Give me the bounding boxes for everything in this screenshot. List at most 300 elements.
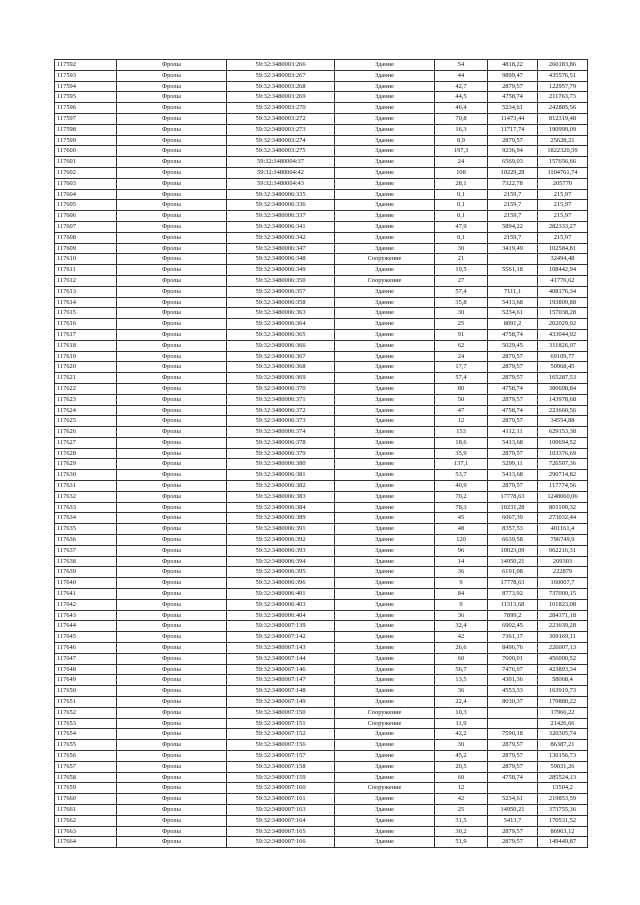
cadastral-number-cell: 59:32:3480006:394 — [227, 556, 335, 567]
locality-cell: Фролы — [117, 837, 227, 848]
row-number-cell: 117614 — [55, 297, 117, 308]
area-cell: 17,7 — [435, 362, 488, 373]
area-cell: 60 — [435, 653, 488, 664]
cadastral-value-cell: 226007,13 — [538, 643, 588, 654]
object-type-cell: Здание — [335, 697, 435, 708]
table-row — [55, 794, 588, 805]
locality-cell: Фролы — [117, 794, 227, 805]
cadastral-number-cell: 59:32:3480006:341 — [227, 221, 335, 232]
unit-value-cell: 7322,78 — [488, 178, 538, 189]
locality-cell: Фролы — [117, 308, 227, 319]
object-type-cell: Здание — [335, 286, 435, 297]
object-type-cell: Здание — [335, 189, 435, 200]
object-type-cell: Здание — [335, 394, 435, 405]
locality-cell: Фролы — [117, 427, 227, 438]
cadastral-number-cell: 59:32:3480006:373 — [227, 416, 335, 427]
cadastral-value-cell: 25628,21 — [538, 135, 588, 146]
cadastral-number-cell: 59:32:3480006:384 — [227, 502, 335, 513]
area-cell: 26,6 — [435, 643, 488, 654]
area-cell: 16,3 — [435, 124, 488, 135]
table-row — [55, 448, 588, 459]
area-cell: 9 — [435, 599, 488, 610]
area-cell: 25 — [435, 804, 488, 815]
unit-value-cell: 4758,74 — [488, 92, 538, 103]
object-type-cell: Здание — [335, 92, 435, 103]
area-cell: 30 — [435, 740, 488, 751]
row-number-cell: 117615 — [55, 308, 117, 319]
cadastral-value-cell: 222879 — [538, 567, 588, 578]
cadastral-number-cell: 59:32:3480007:164 — [227, 815, 335, 826]
table-row — [55, 675, 588, 686]
area-cell: 32,4 — [435, 621, 488, 632]
unit-value-cell: 17778,63 — [488, 491, 538, 502]
locality-cell: Фролы — [117, 340, 227, 351]
locality-cell: Фролы — [117, 200, 227, 211]
area-cell: 14 — [435, 556, 488, 567]
unit-value-cell: 8496,76 — [488, 643, 538, 654]
object-type-cell: Здание — [335, 772, 435, 783]
area-cell: 40,9 — [435, 481, 488, 492]
table-row — [55, 481, 588, 492]
cadastral-number-cell: 59:32:3480003:268 — [227, 81, 335, 92]
object-type-cell: Здание — [335, 232, 435, 243]
cadastral-number-cell: 59:32:3480006:366 — [227, 340, 335, 351]
locality-cell: Фролы — [117, 664, 227, 675]
table-row — [55, 643, 588, 654]
cadastral-number-cell: 59:32:3480007:144 — [227, 653, 335, 664]
table-row — [55, 81, 588, 92]
locality-cell: Фролы — [117, 437, 227, 448]
cadastral-value-cell: 86387,21 — [538, 740, 588, 751]
locality-cell: Фролы — [117, 167, 227, 178]
row-number-cell: 117611 — [55, 265, 117, 276]
unit-value-cell: 2879,57 — [488, 81, 538, 92]
cadastral-value-cell: 282333,27 — [538, 221, 588, 232]
unit-value-cell: 2879,57 — [488, 761, 538, 772]
object-type-cell: Здание — [335, 157, 435, 168]
cadastral-value-cell: 17966,22 — [538, 707, 588, 718]
cadastral-number-cell: 59:32:3480006:350 — [227, 275, 335, 286]
table-row — [55, 329, 588, 340]
object-type-cell: Здание — [335, 362, 435, 373]
object-type-cell: Сооружение — [335, 275, 435, 286]
locality-cell: Фролы — [117, 632, 227, 643]
cadastral-number-cell: 59:32:3480003:266 — [227, 60, 335, 71]
area-cell: 0,1 — [435, 232, 488, 243]
area-cell: 9 — [435, 578, 488, 589]
cadastral-number-cell: 59:32:3480007:165 — [227, 826, 335, 837]
cadastral-value-cell: 100694,52 — [538, 437, 588, 448]
locality-cell: Фролы — [117, 804, 227, 815]
locality-cell: Фролы — [117, 718, 227, 729]
unit-value-cell: 4818,22 — [488, 60, 538, 71]
row-number-cell: 117660 — [55, 794, 117, 805]
area-cell: 84 — [435, 589, 488, 600]
object-type-cell: Здание — [335, 243, 435, 254]
object-type-cell: Здание — [335, 135, 435, 146]
area-cell: 30,2 — [435, 826, 488, 837]
object-type-cell: Здание — [335, 200, 435, 211]
cadastral-number-cell: 59:32:3480006:335 — [227, 189, 335, 200]
cadastral-value-cell: 165287,53 — [538, 373, 588, 384]
object-type-cell: Здание — [335, 308, 435, 319]
cadastral-number-cell: 59:32:3480007:152 — [227, 729, 335, 740]
table-row — [55, 394, 588, 405]
object-type-cell: Здание — [335, 124, 435, 135]
object-type-cell: Здание — [335, 751, 435, 762]
table-row — [55, 146, 588, 157]
locality-cell: Фролы — [117, 329, 227, 340]
table-row — [55, 761, 588, 772]
cadastral-number-cell: 59:32:3480006:367 — [227, 351, 335, 362]
area-cell: 30 — [435, 308, 488, 319]
unit-value-cell: 7590,18 — [488, 729, 538, 740]
cadastral-value-cell: 290714,82 — [538, 470, 588, 481]
row-number-cell: 117598 — [55, 124, 117, 135]
locality-cell: Фролы — [117, 189, 227, 200]
table-row — [55, 826, 588, 837]
unit-value-cell: 6902,45 — [488, 621, 538, 632]
object-type-cell: Здание — [335, 265, 435, 276]
table-row — [55, 740, 588, 751]
row-number-cell: 117607 — [55, 221, 117, 232]
table-row — [55, 416, 588, 427]
cadastral-number-cell: 59:32:3480003:275 — [227, 146, 335, 157]
object-type-cell: Здание — [335, 804, 435, 815]
locality-cell: Фролы — [117, 535, 227, 546]
unit-value-cell: 2879,57 — [488, 837, 538, 848]
cadastral-value-cell: 215,97 — [538, 189, 588, 200]
unit-value-cell: 2879,57 — [488, 416, 538, 427]
locality-cell: Фролы — [117, 157, 227, 168]
object-type-cell: Здание — [335, 589, 435, 600]
row-number-cell: 117655 — [55, 740, 117, 751]
object-type-cell: Здание — [335, 297, 435, 308]
cadastral-value-cell: 193809,88 — [538, 297, 588, 308]
locality-cell: Фролы — [117, 351, 227, 362]
object-type-cell: Здание — [335, 535, 435, 546]
locality-cell: Фролы — [117, 751, 227, 762]
cadastral-number-cell: 59:32:3480007:148 — [227, 686, 335, 697]
locality-cell: Фролы — [117, 481, 227, 492]
unit-value-cell: 11717,74 — [488, 124, 538, 135]
row-number-cell: 117626 — [55, 427, 117, 438]
row-number-cell: 117657 — [55, 761, 117, 772]
table-row — [55, 804, 588, 815]
area-cell: 28,1 — [435, 178, 488, 189]
cadastral-value-cell: 223639,28 — [538, 621, 588, 632]
locality-cell: Фролы — [117, 103, 227, 114]
row-number-cell: 117650 — [55, 686, 117, 697]
cadastral-value-cell: 285524,13 — [538, 772, 588, 783]
object-type-cell: Здание — [335, 513, 435, 524]
unit-value-cell: 2879,57 — [488, 826, 538, 837]
table-row — [55, 578, 588, 589]
object-type-cell: Сооружение — [335, 254, 435, 265]
unit-value-cell: 2159,7 — [488, 211, 538, 222]
unit-value-cell: 2879,57 — [488, 751, 538, 762]
unit-value-cell — [488, 254, 538, 265]
cadastral-value-cell: 215,97 — [538, 211, 588, 222]
table-row — [55, 437, 588, 448]
table-row — [55, 157, 588, 168]
row-number-cell: 117601 — [55, 157, 117, 168]
unit-value-cell — [488, 275, 538, 286]
table-row — [55, 297, 588, 308]
unit-value-cell: 2879,57 — [488, 351, 538, 362]
cadastral-value-cell: 423893,34 — [538, 664, 588, 675]
unit-value-cell: 9236,94 — [488, 146, 538, 157]
object-type-cell: Здание — [335, 167, 435, 178]
cadastral-number-cell: 59:32:3480007:159 — [227, 772, 335, 783]
row-number-cell: 117593 — [55, 70, 117, 81]
unit-value-cell: 2879,57 — [488, 448, 538, 459]
table-row — [55, 383, 588, 394]
table-row — [55, 589, 588, 600]
area-cell: 36 — [435, 686, 488, 697]
area-cell: 137,1 — [435, 459, 488, 470]
object-type-cell: Здание — [335, 427, 435, 438]
locality-cell: Фролы — [117, 589, 227, 600]
area-cell: 42,2 — [435, 729, 488, 740]
table-row — [55, 783, 588, 794]
unit-value-cell: 4301,36 — [488, 675, 538, 686]
row-number-cell: 117649 — [55, 675, 117, 686]
object-type-cell: Здание — [335, 621, 435, 632]
object-type-cell: Здание — [335, 502, 435, 513]
area-cell: 42,7 — [435, 81, 488, 92]
area-cell: 27 — [435, 275, 488, 286]
cadastral-value-cell: 58068,4 — [538, 675, 588, 686]
locality-cell: Фролы — [117, 578, 227, 589]
unit-value-cell: 10231,28 — [488, 502, 538, 513]
cadastral-value-cell: 157038,28 — [538, 308, 588, 319]
unit-value-cell: 14950,21 — [488, 556, 538, 567]
table-row — [55, 351, 588, 362]
unit-value-cell: 8091,2 — [488, 319, 538, 330]
cadastral-value-cell: 223660,56 — [538, 405, 588, 416]
cadastral-value-cell: 801109,32 — [538, 502, 588, 513]
row-number-cell: 117624 — [55, 405, 117, 416]
locality-cell: Фролы — [117, 60, 227, 71]
table-row — [55, 92, 588, 103]
unit-value-cell: 7361,17 — [488, 632, 538, 643]
area-cell: 12 — [435, 783, 488, 794]
cadastral-value-cell: 41776,62 — [538, 275, 588, 286]
unit-value-cell: 10023,09 — [488, 545, 538, 556]
table-body — [55, 60, 588, 848]
cadastral-number-cell: 59:32:3480006:374 — [227, 427, 335, 438]
unit-value-cell: 10229,28 — [488, 167, 538, 178]
area-cell: 0,1 — [435, 211, 488, 222]
cadastral-number-cell: 59:32:3480006:383 — [227, 491, 335, 502]
row-number-cell: 117661 — [55, 804, 117, 815]
cadastral-number-cell: 59:32:3480006:401 — [227, 589, 335, 600]
area-cell: 22,4 — [435, 697, 488, 708]
table-row — [55, 405, 588, 416]
object-type-cell: Здание — [335, 815, 435, 826]
area-cell: 44,5 — [435, 92, 488, 103]
unit-value-cell: 11473,44 — [488, 113, 538, 124]
cadastral-number-cell: 59:32:3480007:149 — [227, 697, 335, 708]
unit-value-cell: 2159,7 — [488, 189, 538, 200]
cadastral-number-cell: 59:32:3480006:365 — [227, 329, 335, 340]
table-row — [55, 653, 588, 664]
cadastral-number-cell: 59:32:3480006:342 — [227, 232, 335, 243]
area-cell: 80 — [435, 383, 488, 394]
object-type-cell: Здание — [335, 221, 435, 232]
row-number-cell: 117629 — [55, 459, 117, 470]
area-cell: 46,4 — [435, 103, 488, 114]
cadastral-value-cell: 737009,15 — [538, 589, 588, 600]
area-cell: 108 — [435, 167, 488, 178]
table-row — [55, 524, 588, 535]
cadastral-value-cell: 102584,81 — [538, 243, 588, 254]
unit-value-cell: 4758,74 — [488, 383, 538, 394]
object-type-cell: Здание — [335, 373, 435, 384]
cadastral-number-cell: 59:32:3480004:37 — [227, 157, 335, 168]
unit-value-cell: 8357,53 — [488, 524, 538, 535]
row-number-cell: 117640 — [55, 578, 117, 589]
object-type-cell: Здание — [335, 60, 435, 71]
cadastral-value-cell: 32494,48 — [538, 254, 588, 265]
unit-value-cell: 5413,68 — [488, 297, 538, 308]
table-row — [55, 470, 588, 481]
table-row — [55, 189, 588, 200]
cadastral-value-cell: 1248060,06 — [538, 491, 588, 502]
cadastral-value-cell: 50968,45 — [538, 362, 588, 373]
table-row — [55, 70, 588, 81]
locality-cell: Фролы — [117, 275, 227, 286]
table-row — [55, 373, 588, 384]
area-cell: 10,3 — [435, 707, 488, 718]
area-cell: 45 — [435, 513, 488, 524]
table-row — [55, 103, 588, 114]
cadastral-number-cell: 59:32:3480006:357 — [227, 286, 335, 297]
cadastral-value-table — [54, 59, 588, 848]
area-cell: 12 — [435, 416, 488, 427]
unit-value-cell: 2159,7 — [488, 200, 538, 211]
cadastral-value-cell: 149449,87 — [538, 837, 588, 848]
cadastral-number-cell: 59:32:3480006:349 — [227, 265, 335, 276]
cadastral-number-cell: 59:32:3480003:269 — [227, 92, 335, 103]
cadastral-value-cell: 433044,92 — [538, 329, 588, 340]
object-type-cell: Здание — [335, 329, 435, 340]
area-cell: 36 — [435, 567, 488, 578]
locality-cell: Фролы — [117, 621, 227, 632]
area-cell: 56,7 — [435, 664, 488, 675]
locality-cell: Фролы — [117, 362, 227, 373]
locality-cell: Фролы — [117, 772, 227, 783]
table-row — [55, 265, 588, 276]
table-row — [55, 632, 588, 643]
locality-cell: Фролы — [117, 826, 227, 837]
row-number-cell: 117634 — [55, 513, 117, 524]
cadastral-number-cell: 59:32:3480006:392 — [227, 535, 335, 546]
unit-value-cell: 5413,68 — [488, 470, 538, 481]
locality-cell: Фролы — [117, 686, 227, 697]
cadastral-value-cell: 34554,88 — [538, 416, 588, 427]
unit-value-cell: 2879,57 — [488, 362, 538, 373]
table-row — [55, 502, 588, 513]
table-row — [55, 362, 588, 373]
area-cell: 50 — [435, 394, 488, 405]
cadastral-value-cell: 202029,92 — [538, 319, 588, 330]
cadastral-number-cell: 59:32:3480006:391 — [227, 524, 335, 535]
unit-value-cell: 5413,7 — [488, 815, 538, 826]
locality-cell: Фролы — [117, 254, 227, 265]
row-number-cell: 117606 — [55, 211, 117, 222]
locality-cell: Фролы — [117, 513, 227, 524]
object-type-cell: Здание — [335, 351, 435, 362]
cadastral-value-cell: 629153,38 — [538, 427, 588, 438]
locality-cell: Фролы — [117, 815, 227, 826]
locality-cell: Фролы — [117, 567, 227, 578]
object-type-cell: Здание — [335, 81, 435, 92]
cadastral-value-cell: 122957,79 — [538, 81, 588, 92]
row-number-cell: 117592 — [55, 60, 117, 71]
row-number-cell: 117627 — [55, 437, 117, 448]
row-number-cell: 117656 — [55, 751, 117, 762]
cadastral-value-cell: 130156,73 — [538, 751, 588, 762]
area-cell: 24 — [435, 351, 488, 362]
area-cell: 42 — [435, 632, 488, 643]
cadastral-value-cell: 311826,07 — [538, 340, 588, 351]
row-number-cell: 117628 — [55, 448, 117, 459]
cadastral-value-cell: 260183,86 — [538, 60, 588, 71]
area-cell: 42 — [435, 794, 488, 805]
cadastral-number-cell: 59:32:3480006:403 — [227, 599, 335, 610]
row-number-cell: 117659 — [55, 783, 117, 794]
area-cell: 48 — [435, 524, 488, 535]
row-number-cell: 117658 — [55, 772, 117, 783]
row-number-cell: 117608 — [55, 232, 117, 243]
cadastral-number-cell: 59:32:3480004:42 — [227, 167, 335, 178]
table-row — [55, 308, 588, 319]
row-number-cell: 117609 — [55, 243, 117, 254]
row-number-cell: 117599 — [55, 135, 117, 146]
object-type-cell: Здание — [335, 319, 435, 330]
area-cell: 19,5 — [435, 265, 488, 276]
unit-value-cell: 14950,21 — [488, 804, 538, 815]
table-row — [55, 599, 588, 610]
locality-cell: Фролы — [117, 761, 227, 772]
cadastral-value-cell: 59031,26 — [538, 761, 588, 772]
object-type-cell: Сооружение — [335, 707, 435, 718]
table-row — [55, 243, 588, 254]
cadastral-value-cell: 1822320,59 — [538, 146, 588, 157]
cadastral-number-cell: 59:32:3480006:378 — [227, 437, 335, 448]
table-row — [55, 254, 588, 265]
area-cell: 78,3 — [435, 502, 488, 513]
area-cell: 47,9 — [435, 221, 488, 232]
locality-cell: Фролы — [117, 70, 227, 81]
object-type-cell: Здание — [335, 524, 435, 535]
object-type-cell: Здание — [335, 545, 435, 556]
area-cell: 21 — [435, 254, 488, 265]
row-number-cell: 117625 — [55, 416, 117, 427]
row-number-cell: 117643 — [55, 610, 117, 621]
cadastral-number-cell: 59:32:3480007:163 — [227, 804, 335, 815]
cadastral-number-cell: 59:32:3480006:358 — [227, 297, 335, 308]
cadastral-value-cell: 160007,7 — [538, 578, 588, 589]
table-row — [55, 718, 588, 729]
object-type-cell: Здание — [335, 405, 435, 416]
object-type-cell: Здание — [335, 70, 435, 81]
table-row — [55, 200, 588, 211]
cadastral-value-cell: 456000,52 — [538, 653, 588, 664]
cadastral-value-cell: 117774,56 — [538, 481, 588, 492]
